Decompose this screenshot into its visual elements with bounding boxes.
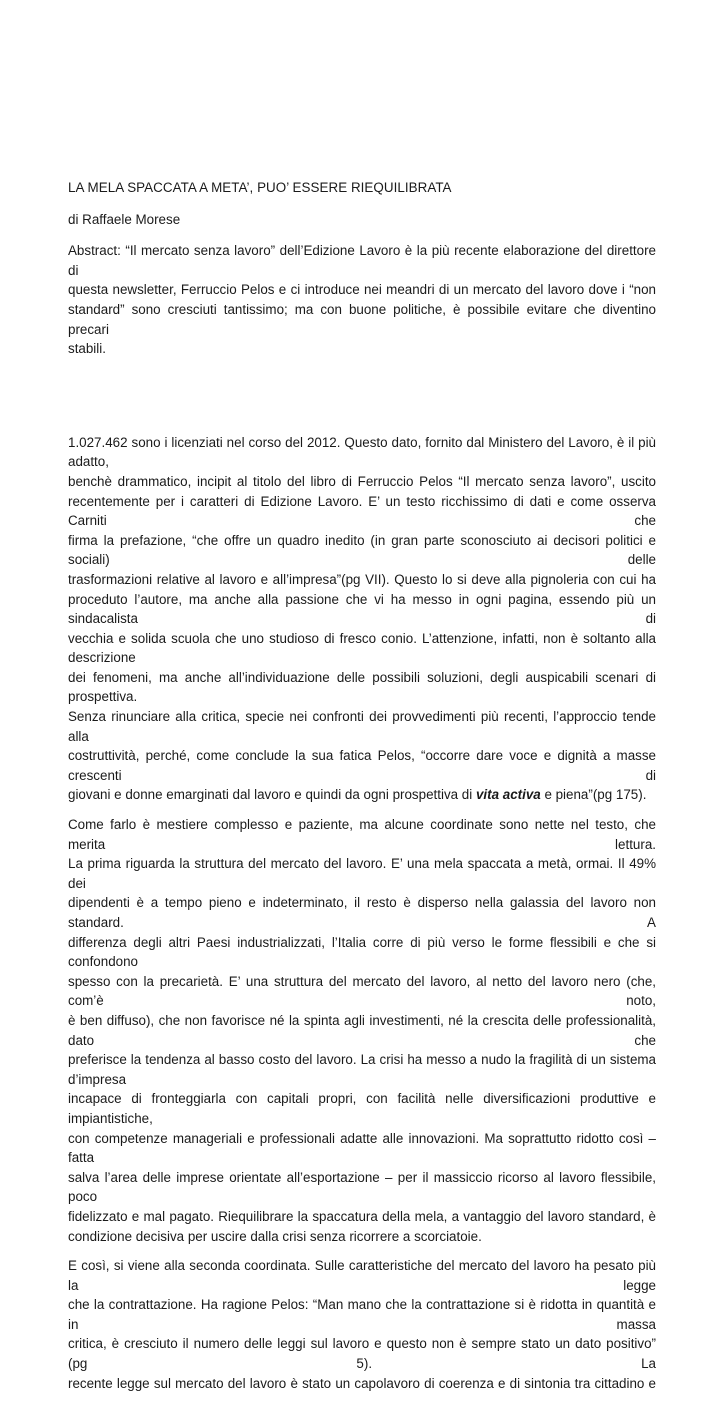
abstract-line: Abstract: “Il mercato senza lavoro” dell’Edizione Lavoro è la più recente elaborazione del direttore di (68, 243, 656, 278)
paragraph-line: Senza rinunciare alla critica, specie nei confronti dei provvedimenti più recenti, l’approccio tende alla (68, 709, 656, 744)
paragraph-line: è ben diffuso), che non favorisce né la spinta agli investimenti, né la crescita delle professionalità, dato che (68, 1012, 656, 1048)
paragraph-line: trasformazioni relative al lavoro e all’impresa”(pg VII). Questo lo si deve alla pignoleria con cui ha (68, 571, 656, 587)
paragraph-line: costruttività, perché, come conclude la sua fatica Pelos, “occorre dare voce e dignità a masse crescenti di (68, 748, 656, 783)
document-body (68, 178, 656, 1403)
emphasized-text: vita activa (475, 787, 541, 803)
paragraph-line: recente legge sul mercato del lavoro è stato un capolavoro di coerenza e di sintonia tra cittadino e (68, 1375, 656, 1391)
paragraph-line: Come farlo è mestiere complesso e paziente, ma alcune coordinate sono nette nel testo, che merita lettura. (68, 817, 656, 852)
article-abstract (68, 241, 656, 359)
paragraph-line: proceduto l’autore, ma anche alla passione che vi ha messo in ogni pagina, essendo più un sindacalista di (68, 591, 656, 627)
article-author: di Raffaele Morese (68, 211, 181, 227)
paragraph-line: salva l’area delle imprese orientate all’esportazione – per il massiccio ricorso al lavoro flessibile, poco (68, 1169, 656, 1205)
paragraph-line: dei fenomeni, ma anche all’individuazione delle possibili soluzioni, degli auspicabili scenari di prospettiva. (68, 669, 656, 705)
paragraph-line: preferisce la tendenza al basso costo del lavoro. La crisi ha messo a nudo la fragilità di un sistema d’impresa (68, 1052, 656, 1087)
paragraph-line: incapace di fronteggiarla con capitali propri, con facilità nelle diversificazioni produttive e impiantistiche, (68, 1091, 656, 1126)
paragraph-line: spesso con la precarietà. E’ una struttura del mercato del lavoro, al netto del lavoro nero (che, com’è noto, (68, 973, 656, 1009)
paragraph-1 (68, 433, 656, 805)
paragraph-line: 1.027.462 sono i licenziati nel corso del 2012. Questo dato, fornito dal Ministero del Lavoro, è il più adatto, (68, 434, 656, 470)
section-spacer (68, 359, 656, 433)
abstract-line: questa newsletter, Ferruccio Pelos e ci introduce nei meandri di un mercato del lavoro dove i “non (68, 282, 656, 298)
paragraph-2 (68, 815, 656, 1246)
paragraph-line: critica, è cresciuto il numero delle leggi sul lavoro e questo non è sempre stato un dato positivo” (pg 5). La (68, 1336, 656, 1372)
text-run: giovani e donne emarginati dal lavoro e quindi da ogni prospettiva di (68, 787, 476, 803)
paragraph-line: recentemente per i caratteri di Edizione Lavoro. E’ un testo ricchissimo di dati e come osserva Carniti che (68, 493, 656, 529)
paragraph-line: benchè drammatico, incipit al titolo del libro di Ferruccio Pelos “Il mercato senza lavoro”, uscito (68, 473, 656, 489)
paragraph-line: vecchia e solida scuola che uno studioso di fresco conio. L’attenzione, infatti, non è soltanto alla descrizione (68, 630, 656, 666)
paragraph-line: E così, si viene alla seconda coordinata. Sulle caratteristiche del mercato del lavoro ha pesato più la legge (68, 1258, 656, 1293)
paragraph-line: con competenze manageriali e professionali adatte alle innovazioni. Ma soprattutto ridotto così – fatta (68, 1130, 656, 1166)
article-title: LA MELA SPACCATA A META’, PUO’ ESSERE RIEQUILIBRATA (68, 180, 452, 195)
paragraph-3 (68, 1256, 656, 1393)
paragraph-line: La prima riguarda la struttura del mercato del lavoro. E’ una mela spaccata a metà, ormai. Il 49% dei (68, 856, 656, 891)
abstract-line: stabili. (68, 341, 106, 357)
paragraph-line: condizione decisiva per uscire dalla crisi senza ricorrere a scorciatoie. (68, 1228, 482, 1244)
paragraph-line: dipendenti è a tempo pieno e indeterminato, il resto è disperso nella galassia del lavoro non standard. A (68, 895, 656, 930)
paragraph-line: che la contrattazione. Ha ragione Pelos: “Man mano che la contrattazione si è ridotta in quantità e in massa (68, 1297, 656, 1332)
paragraph-line: differenza degli altri Paesi industrializzati, l’Italia corre di più verso le forme flessibili e che si confondono (68, 934, 656, 970)
paragraph-line: fidelizzato e mal pagato. Riequilibrare la spaccatura della mela, a vantaggio del lavoro standard, è (68, 1208, 656, 1224)
paragraph-line-last (68, 785, 656, 805)
abstract-line: standard” sono cresciuti tantissimo; ma con buone politiche, è possibile evitare che diventino precari (68, 301, 656, 337)
text-run: e piena”(pg 175). (540, 787, 647, 803)
paragraph-line: firma la prefazione, “che offre un quadro inedito (in gran parte sconosciuto ai decisori politici e sociali) delle (68, 532, 656, 568)
